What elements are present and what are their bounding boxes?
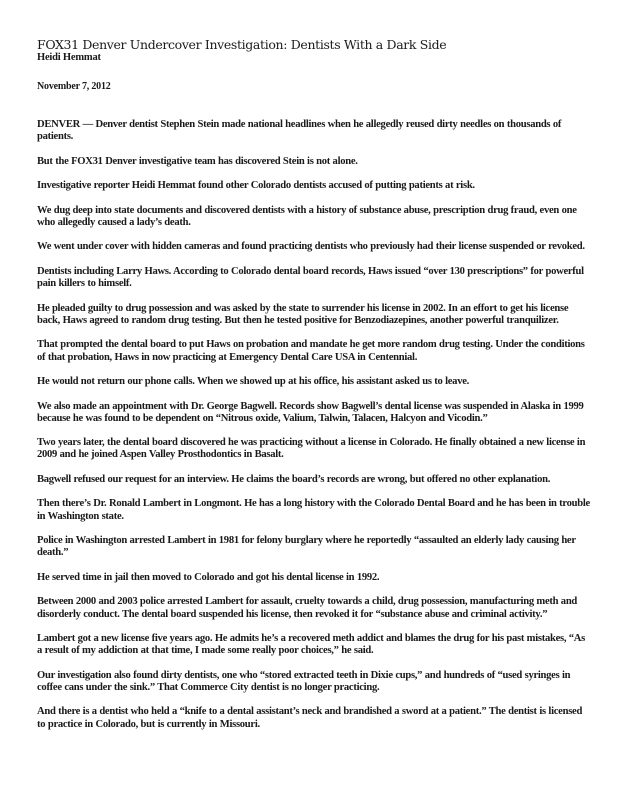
paragraph: Police in Washington arrested Lambert in 1981 for felony burglary where he reportedly “assaulted an elderly lady causing her death.” <box>37 535 576 559</box>
paragraph: And there is a dentist who held a “knife to a dental assistant’s neck and brandished a sword at a patient.” The dentist is licensed to practice in Colorado, but is currently in Missouri. <box>37 706 583 730</box>
paragraph: Dentists including Larry Haws. According to Colorado dental board records, Haws issued “over 130 prescriptions” for powerful pain killers to himself. <box>37 265 584 290</box>
paragraph: But the FOX31 Denver investigative team has discovered Stein is not alone. <box>37 155 358 167</box>
paragraph: He would not return our phone calls. When we showed up at his office, his assistant asked us to leave. <box>37 376 470 388</box>
article-date: November 7, 2012 <box>37 81 111 92</box>
paragraph: He pleaded guilty to drug possession and was asked by the state to surrender his license in 2002. In an effort to get his license back, Haws agreed to random drug testing. But then he tested positive for Benzodiazepines, another powerful tranquilizer. <box>37 302 569 326</box>
paragraph: That prompted the dental board to put Haws on probation and mandate he get more random drug testing. Under the conditions of that probation, Haws in now practicing at Emergency Dental Care USA in Centennial. <box>37 339 585 363</box>
paragraph: He served time in jail then moved to Colorado and got his dental license in 1992. <box>37 571 380 583</box>
article-author: Heidi Hemmat <box>37 52 101 63</box>
paragraph: We dug deep into state documents and discovered dentists with a history of substance abuse, prescription drug fraud, even one who allegedly caused a lady’s death. <box>37 204 577 228</box>
paragraph: Our investigation also found dirty dentists, one who “stored extracted teeth in Dixie cups,” and hundreds of “used syringes in coffee cans under the sink.” That Commerce City dentist is no longer practicing. <box>37 669 571 693</box>
paragraph: Between 2000 and 2003 police arrested Lambert for assault, cruelty towards a child, drug possession, manufacturing meth and disorderly conduct. The dental board suspended his license, then revoked it for “substance abuse and criminal activity.” <box>37 596 578 620</box>
paragraph: Investigative reporter Heidi Hemmat found other Colorado dentists accused of putting patients at risk. <box>37 180 475 192</box>
paragraph: Two years later, the dental board discovered he was practicing without a license in Colorado. He finally obtained a new license in 2009 and he joined Aspen Valley Prosthodontics in Basalt. <box>37 437 586 461</box>
paragraph: We also made an appointment with Dr. George Bagwell. Records show Bagwell’s dental license was suspended in Alaska in 1999 because he was found to be dependent on “Nitrous oxide, Valium, Talwin, Talacen, Halcyon and Vicodin.” <box>37 400 584 424</box>
paragraph: Then there’s Dr. Ronald Lambert in Longmont. He has a long history with the Colorado Dental Board and he has been in trouble in Washington state. <box>37 498 590 522</box>
paragraph: We went under cover with hidden cameras and found practicing dentists who previously had their license suspended or revoked. <box>37 241 585 253</box>
paragraph: DENVER — Denver dentist Stephen Stein made national headlines when he allegedly reused dirty needles on thousands of patients. <box>37 119 562 143</box>
article-title: FOX31 Denver Undercover Investigation: Dentists With a Dark Side <box>37 37 447 52</box>
paragraph: Lambert got a new license five years ago. He admits he’s a recovered meth addict and blames the drug for his past mistakes, “As a result of my addiction at that time, I made some really poor choices,” he said. <box>37 633 586 657</box>
document-page <box>37 38 592 743</box>
paragraph: Bagwell refused our request for an interview. He claims the board’s records are wrong, but offered no other explanation. <box>37 473 551 485</box>
article-body <box>37 119 592 731</box>
